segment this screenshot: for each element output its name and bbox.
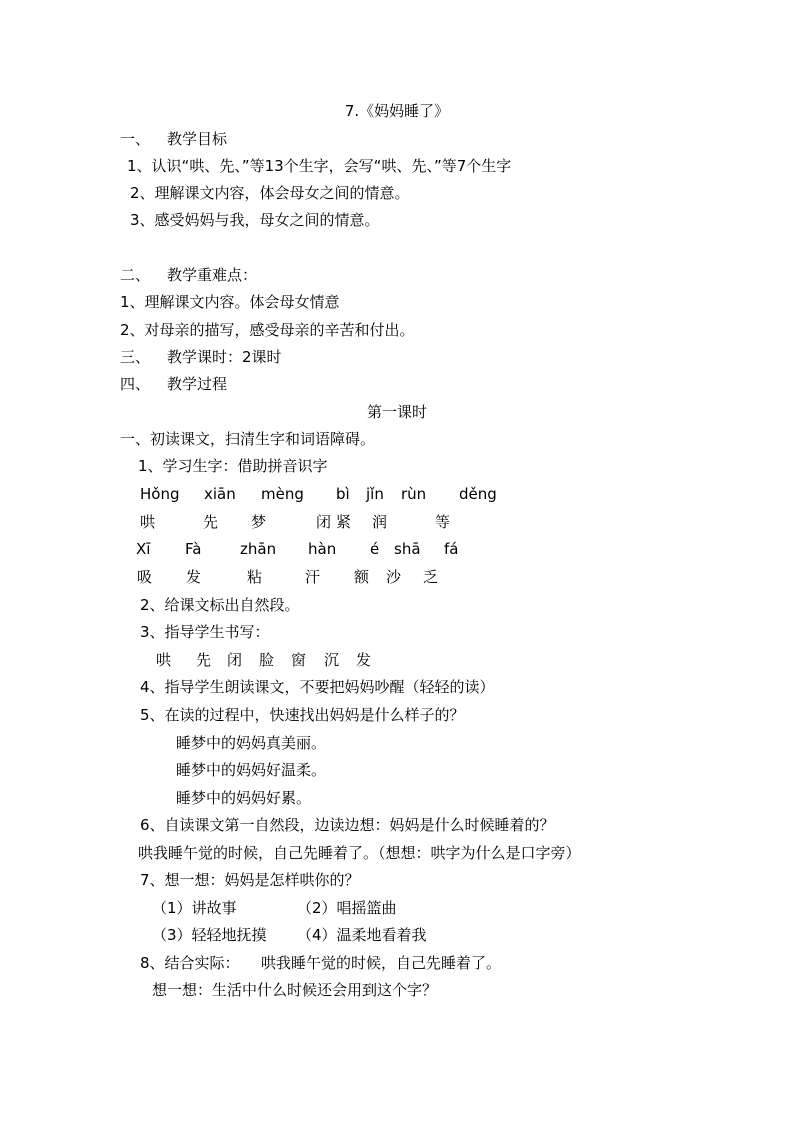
pinyin: Xī xyxy=(136,540,151,558)
character: 沙 xyxy=(386,568,402,586)
character: 脸 xyxy=(259,651,275,669)
section-number: 二、 xyxy=(120,266,151,284)
character: 窗 xyxy=(291,651,307,669)
character: 等 xyxy=(435,513,451,531)
character: 紧 xyxy=(336,513,352,531)
pinyin: jǐn xyxy=(366,485,384,503)
character: 乏 xyxy=(423,568,439,586)
pinyin: fá xyxy=(444,540,459,558)
step-label: 8、结合实际： xyxy=(140,954,240,972)
goal-item: 3、感受妈妈与我，母女之间的情意。 xyxy=(130,211,380,229)
answer-line: 睡梦中的妈妈好温柔。 xyxy=(176,761,327,779)
character: 润 xyxy=(372,513,388,531)
pinyin: é xyxy=(370,540,380,558)
character: 额 xyxy=(354,568,370,586)
option-item: （2）唱摇篮曲 xyxy=(297,899,397,917)
character: 闭 xyxy=(316,513,332,531)
section-heading: 教学课时：2课时 xyxy=(167,348,282,366)
character: 吸 xyxy=(137,568,153,586)
character: 哄 xyxy=(140,513,156,531)
option-item: （1）讲故事 xyxy=(152,899,237,917)
pinyin: xiān xyxy=(204,485,236,503)
step-item: 5、在读的过程中，快速找出妈妈是什么样子的？ xyxy=(140,706,465,724)
character: 先 xyxy=(203,513,219,531)
option-item: （4）温柔地看着我 xyxy=(297,926,427,944)
question-line: 想一想：生活中什么时候还会用到这个字？ xyxy=(152,981,438,999)
goal-item: 2、理解课文内容，体会母女之间的情意。 xyxy=(130,184,410,202)
pinyin: shā xyxy=(394,540,421,558)
section-heading: 教学重难点： xyxy=(167,266,258,284)
character: 先 xyxy=(196,651,212,669)
pinyin: bì xyxy=(336,485,350,503)
step-item: 3、指导学生书写： xyxy=(140,623,270,641)
character: 闭 xyxy=(227,651,243,669)
key-point-item: 2、对母亲的描写，感受母亲的辛苦和付出。 xyxy=(120,321,415,339)
step-item: 7、想一想：妈妈是怎样哄你的？ xyxy=(140,871,360,889)
character: 发 xyxy=(356,651,372,669)
section-heading: 教学过程 xyxy=(167,375,228,393)
character: 沉 xyxy=(324,651,340,669)
answer-line: 睡梦中的妈妈好累。 xyxy=(176,789,312,807)
character: 哄 xyxy=(156,651,172,669)
pinyin: děng xyxy=(459,485,497,503)
section-heading: 教学目标 xyxy=(167,130,228,148)
key-point-item: 1、理解课文内容。体会母女情意 xyxy=(120,293,340,311)
pinyin: Hǒng xyxy=(140,485,180,503)
pinyin: rùn xyxy=(401,485,427,503)
pinyin: zhān xyxy=(240,540,277,558)
character: 粘 xyxy=(247,568,263,586)
pinyin: mèng xyxy=(261,485,304,503)
section-number: 四、 xyxy=(120,375,151,393)
section-number: 一、 xyxy=(120,130,151,148)
section-number: 三、 xyxy=(120,348,151,366)
answer-line: 睡梦中的妈妈真美丽。 xyxy=(176,734,327,752)
part-heading: 一、初读课文，扫清生字和词语障碍。 xyxy=(120,430,376,448)
character: 发 xyxy=(186,568,202,586)
pinyin: hàn xyxy=(308,540,337,558)
answer-line: 哄我睡午觉的时候，自己先睡着了。（想想：哄字为什么是口字旁） xyxy=(138,844,581,862)
step-text: 哄我睡午觉的时候，自己先睡着了。 xyxy=(261,954,502,972)
character: 汗 xyxy=(305,568,321,586)
option-item: （3）轻轻地抚摸 xyxy=(152,926,267,944)
step-item: 6、自读课文第一自然段，边读边想：妈妈是什么时候睡着的？ xyxy=(140,816,555,834)
character: 梦 xyxy=(251,513,267,531)
step-item: 2、给课文标出自然段。 xyxy=(140,596,300,614)
pinyin: Fà xyxy=(185,540,202,558)
page-title: 7.《妈妈睡了》 xyxy=(344,102,450,120)
step-item: 4、指导学生朗读课文，不要把妈妈吵醒（轻轻的读） xyxy=(140,678,495,696)
goal-item: 1、认识“哄、先、”等13个生字，会写“哄、先、”等7个生字 xyxy=(127,157,512,175)
step-item: 1、学习生字：借助拼音识字 xyxy=(138,457,328,475)
lesson-title: 第一课时 xyxy=(366,403,427,421)
